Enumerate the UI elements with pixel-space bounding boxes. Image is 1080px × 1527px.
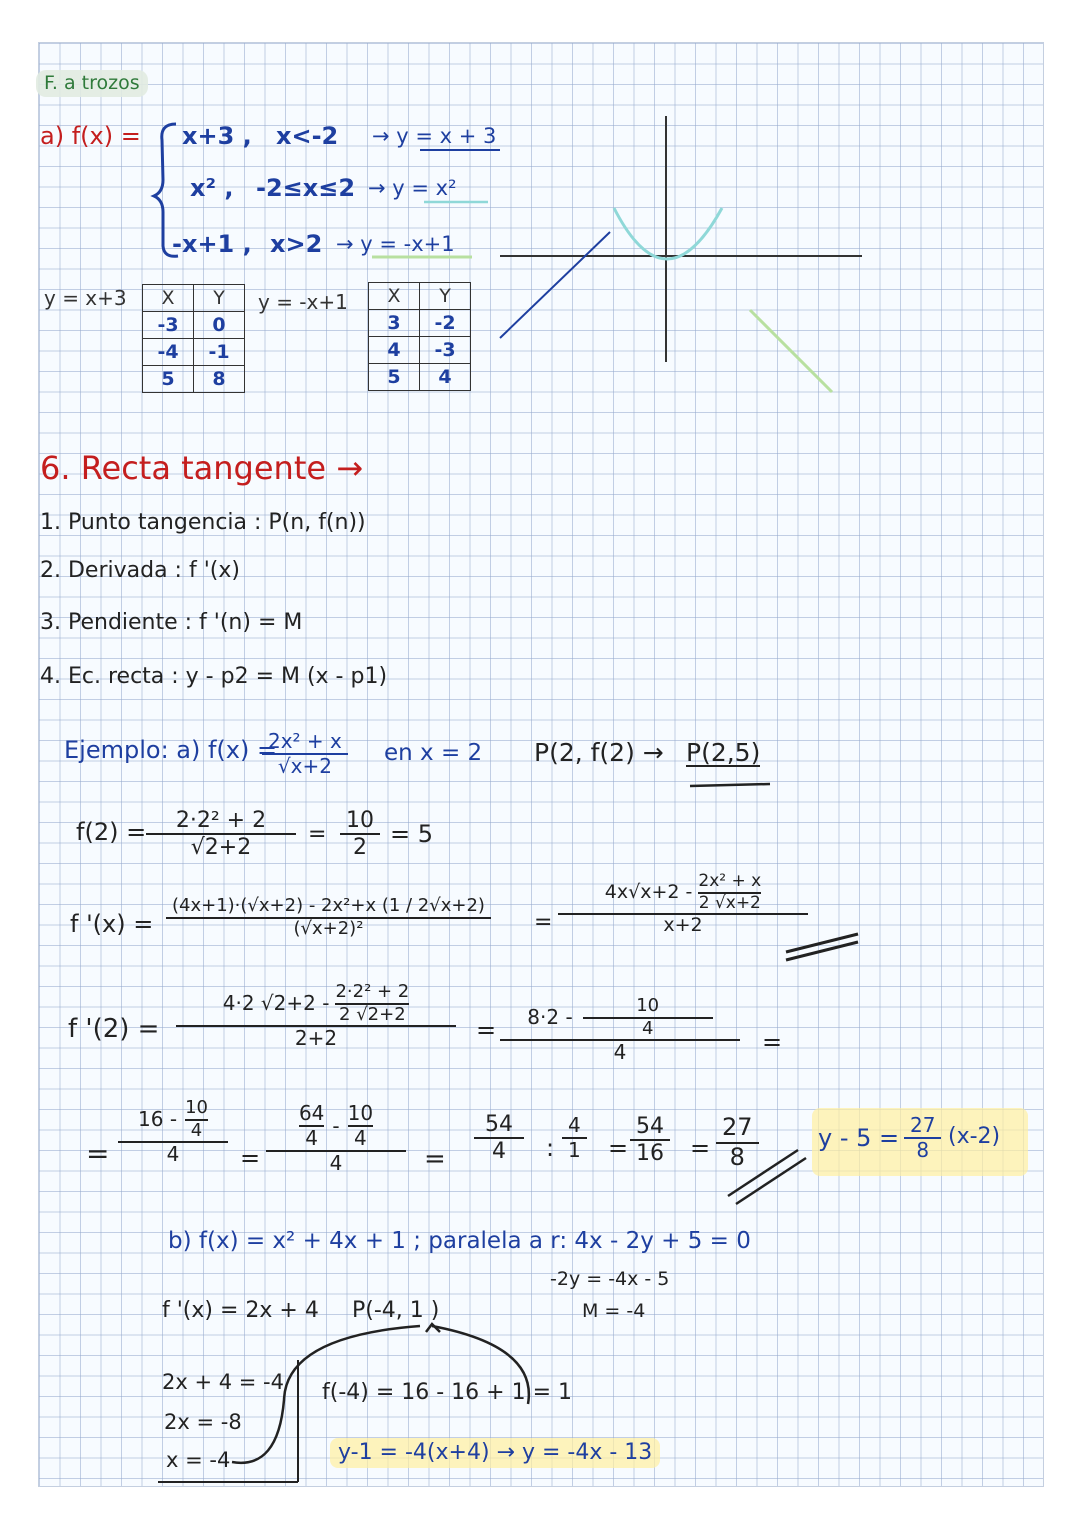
fraction-den: 4 bbox=[190, 1119, 203, 1141]
partb-solve-3: x = -4 bbox=[166, 1448, 231, 1472]
table-cell: 3 bbox=[369, 310, 420, 337]
fprime-lhs: f '(x) = bbox=[70, 910, 154, 938]
step-4: 4. Ec. recta : y - p2 = M (x - p1) bbox=[40, 664, 388, 689]
fraction-num: (4x+1)·(√x+2) - 2x²+x (1 / 2√x+2) bbox=[172, 895, 485, 916]
table-cell: -1 bbox=[194, 339, 245, 366]
result-lhs: y - 5 = bbox=[818, 1124, 900, 1152]
table-cell: 0 bbox=[194, 312, 245, 339]
fraction-num: 10 bbox=[346, 808, 374, 833]
table-cell: 5 bbox=[369, 364, 420, 391]
fraction-num: 2x² + x bbox=[698, 871, 762, 891]
partb-solve-2: 2x = -8 bbox=[164, 1410, 242, 1434]
fprime2-lhs: f '(2) = bbox=[68, 1014, 160, 1044]
f2-eq: = bbox=[308, 822, 327, 847]
partb-side2: M = -4 bbox=[582, 1300, 646, 1322]
piece-1-expr: x+3 , bbox=[182, 122, 252, 150]
partb-result: y-1 = -4(x+4) → y = -4x - 13 bbox=[330, 1438, 660, 1468]
fraction-den: √2+2 bbox=[190, 835, 252, 861]
step-2: 2. Derivada : f '(x) bbox=[40, 558, 240, 583]
fraction-num: 10 bbox=[636, 995, 660, 1016]
fraction-num: 10 bbox=[347, 1101, 374, 1125]
table-header: X bbox=[143, 285, 194, 312]
fraction-den: 4 bbox=[166, 1142, 180, 1167]
f2-lhs: f(2) = bbox=[76, 818, 147, 846]
table2-label: y = -x+1 bbox=[258, 290, 348, 314]
table-header: Y bbox=[194, 285, 245, 312]
fraction-part: 16 - bbox=[138, 1107, 178, 1132]
example-at: en x = 2 bbox=[384, 740, 483, 766]
partb-title: b) f(x) = x² + 4x + 1 ; paralela a r: 4x - 2y + 5 = 0 bbox=[168, 1228, 751, 1254]
piece-1-cond: x<-2 bbox=[276, 122, 339, 150]
partb-solve-1: 2x + 4 = -4 bbox=[162, 1370, 284, 1394]
partb-eval: f(-4) = 16 - 16 + 1 = 1 bbox=[322, 1380, 573, 1405]
table1-label: y = x+3 bbox=[44, 286, 127, 310]
fprime2-eq-2: = bbox=[762, 1028, 783, 1056]
fraction-den: 4 bbox=[353, 1126, 367, 1150]
fraction-den: 16 bbox=[636, 1141, 664, 1167]
piece-2-cond: -2≤x≤2 bbox=[256, 174, 356, 202]
table-cell: 4 bbox=[420, 364, 471, 391]
piece-3-expr: -x+1 , bbox=[172, 230, 252, 258]
row4-eq4: = bbox=[690, 1134, 711, 1162]
fraction-part: 4·2 √2+2 - bbox=[222, 991, 330, 1016]
f2-result: = 5 bbox=[390, 820, 434, 848]
table-cell: 5 bbox=[143, 366, 194, 393]
fraction-num: 27 bbox=[910, 1113, 936, 1137]
fraction-den: 8 bbox=[916, 1138, 930, 1162]
fraction-den: (√x+2)² bbox=[293, 917, 364, 939]
partb-side1: -2y = -4x - 5 bbox=[550, 1268, 670, 1290]
fraction-den: 4 bbox=[329, 1151, 343, 1175]
fprime2-eq: = bbox=[476, 1016, 497, 1044]
example-point-result: P(2,5) bbox=[686, 738, 761, 767]
table-cell: 8 bbox=[194, 366, 245, 393]
example-label: Ejemplo: a) f(x) = bbox=[64, 736, 278, 764]
fraction-num: 2·2² + 2 bbox=[175, 808, 267, 833]
fraction-num: 27 bbox=[722, 1113, 753, 1141]
step-3: 3. Pendiente : f '(n) = M bbox=[40, 610, 303, 635]
step-1: 1. Punto tangencia : P(n, f(n)) bbox=[40, 510, 366, 535]
partb-point: P(-4, 1 ) bbox=[352, 1298, 440, 1323]
table-cell: 4 bbox=[369, 337, 420, 364]
fraction-num: 4 bbox=[568, 1113, 581, 1137]
table-cell: -3 bbox=[420, 337, 471, 364]
piece-2-expr: x² , bbox=[190, 174, 234, 202]
fraction-part: 8·2 - bbox=[527, 1005, 573, 1030]
row4-eq1: = bbox=[240, 1144, 261, 1172]
fraction-num: 54 bbox=[485, 1112, 513, 1137]
result-rhs: (x-2) bbox=[948, 1124, 1001, 1149]
fraction-den: 4 bbox=[641, 1017, 654, 1039]
fraction-den: 2 √x+2 bbox=[698, 892, 761, 913]
fraction-num: 54 bbox=[636, 1114, 664, 1139]
fraction-num: 64 bbox=[298, 1101, 325, 1125]
fraction-den: √x+2 bbox=[277, 754, 332, 778]
table-cell: -3 bbox=[143, 312, 194, 339]
row4-eq0: = bbox=[86, 1137, 110, 1170]
table-cell: -2 bbox=[420, 310, 471, 337]
piece-3-result: → y = -x+1 bbox=[336, 232, 455, 256]
fraction-den: 2 √2+2 bbox=[339, 1003, 406, 1025]
partb-deriv: f '(x) = 2x + 4 bbox=[162, 1298, 319, 1323]
fprime-eq: = bbox=[534, 910, 553, 935]
piecewise-label: a) f(x) = bbox=[40, 122, 141, 150]
fraction-den: x+2 bbox=[663, 914, 703, 937]
section-title: 6. Recta tangente → bbox=[40, 449, 364, 487]
fraction-part: - bbox=[332, 1113, 340, 1138]
fraction-den: 1 bbox=[568, 1138, 581, 1162]
table-cell: -4 bbox=[143, 339, 194, 366]
fraction-part: 4x√x+2 - bbox=[604, 880, 693, 903]
table-header: Y bbox=[420, 283, 471, 310]
fraction-den: 4 bbox=[613, 1040, 627, 1065]
piece-2-result: → y = x² bbox=[368, 176, 457, 200]
fraction-num: 2·2² + 2 bbox=[335, 981, 410, 1002]
piece-1-result: → y = x + 3 bbox=[372, 124, 497, 148]
header-tag: F. a trozos bbox=[36, 70, 148, 97]
row4-eq2: = bbox=[424, 1144, 446, 1174]
fraction-den: 2+2 bbox=[294, 1026, 338, 1051]
example-point: P(2, f(2) → bbox=[534, 738, 664, 767]
table-header: X bbox=[369, 283, 420, 310]
fraction-den: 2 bbox=[353, 835, 367, 861]
fraction-den: 4 bbox=[492, 1139, 506, 1165]
row4-eq3: = bbox=[608, 1134, 629, 1162]
fraction-den: 4 bbox=[305, 1126, 319, 1150]
row4-div: : bbox=[546, 1134, 555, 1162]
fraction-den: 8 bbox=[729, 1142, 745, 1171]
fraction-num: 2x² + x bbox=[268, 729, 342, 753]
piece-3-cond: x>2 bbox=[270, 230, 323, 258]
fraction-num: 10 bbox=[185, 1097, 208, 1118]
